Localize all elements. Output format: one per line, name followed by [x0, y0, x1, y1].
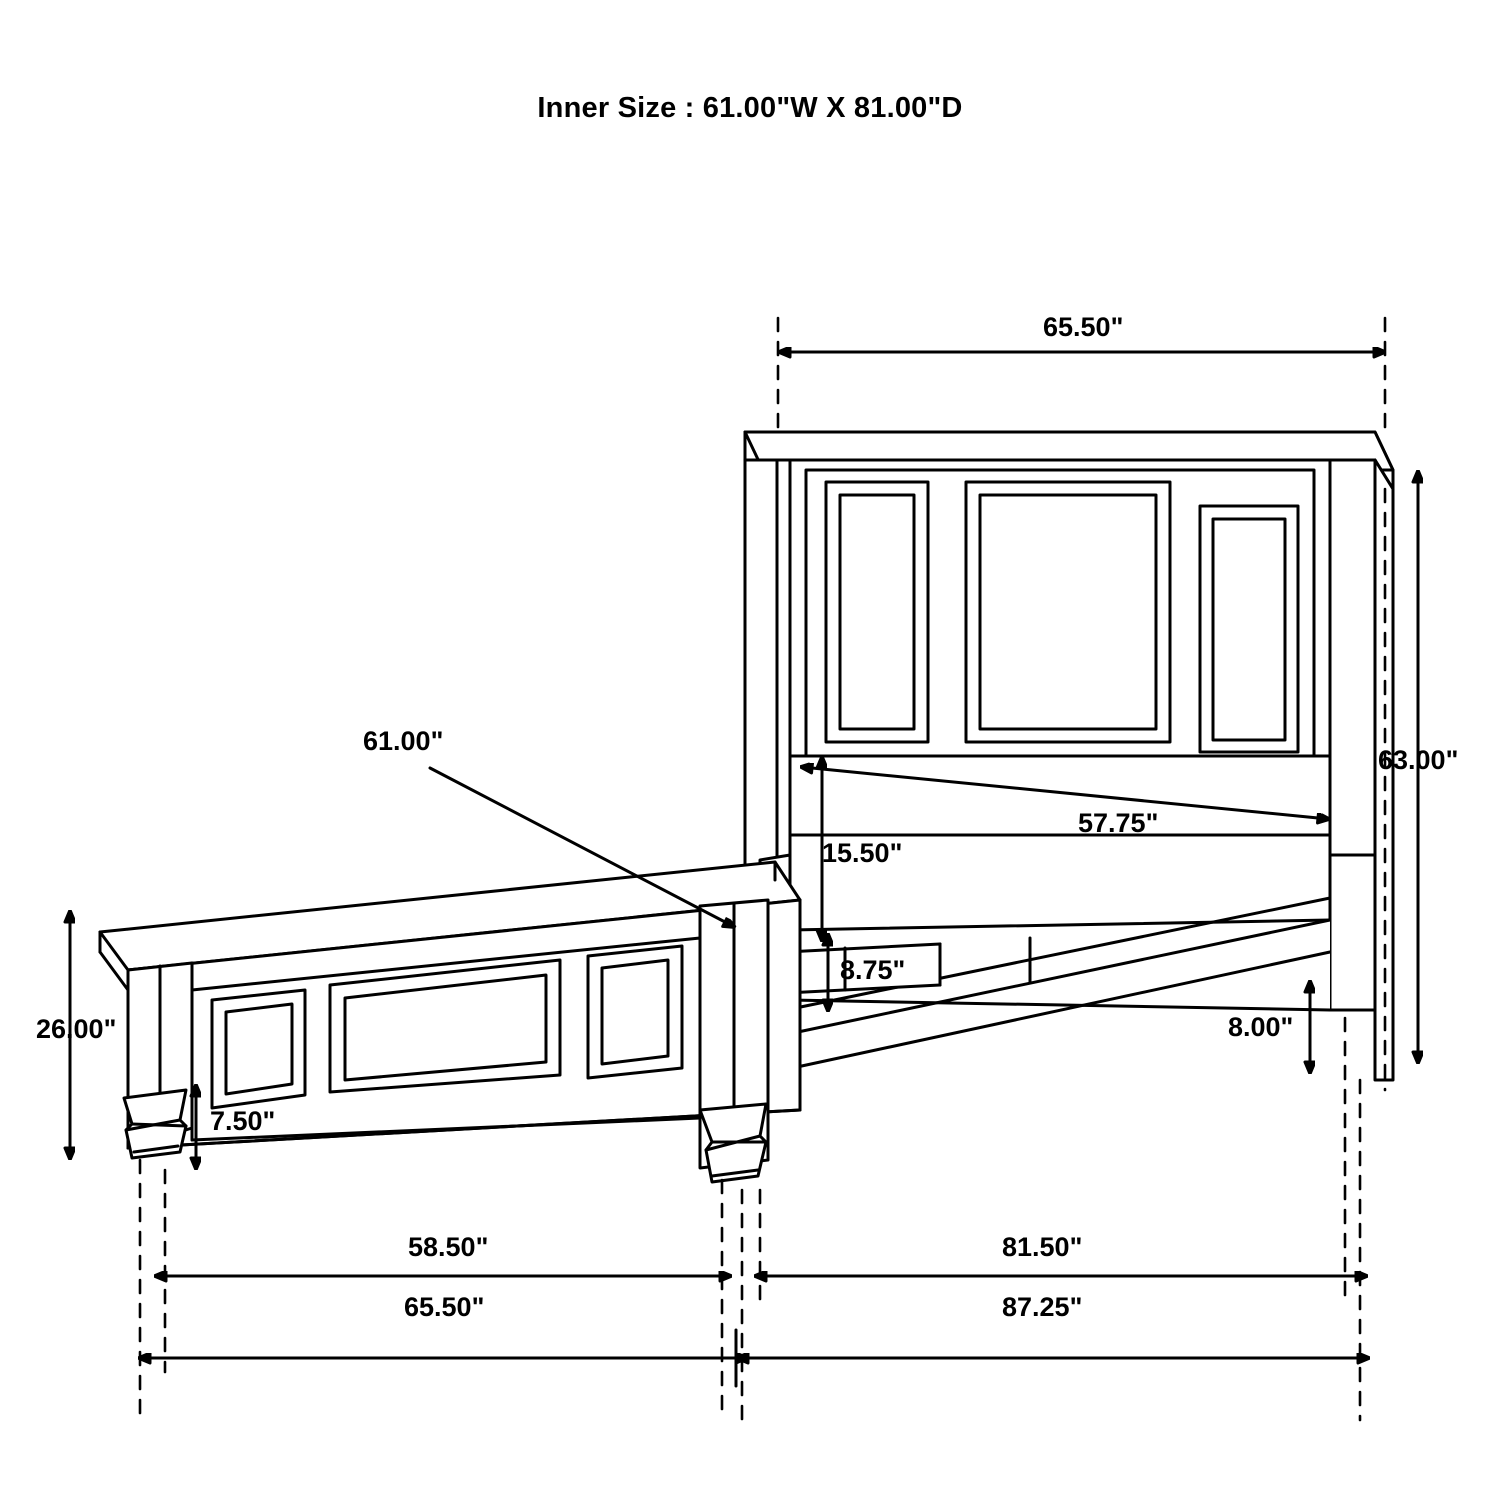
dim-label-inner-61: 61.00" — [363, 726, 444, 756]
dim-label-total-length: 87.25" — [1002, 1292, 1083, 1322]
dim-label-rail-875: 8.75" — [840, 955, 906, 985]
dim-label-headboard-width: 65.50" — [1043, 312, 1124, 342]
dim-label-leg-height: 7.50" — [210, 1106, 276, 1136]
dim-label-footboard-inner: 58.50" — [408, 1232, 489, 1262]
footboard-group — [100, 862, 800, 1182]
dim-label-rail-length: 81.50" — [1002, 1232, 1083, 1262]
dim-label-headboard-height: 63.00" — [1378, 745, 1459, 775]
dim-label-gap-15: 15.50" — [822, 838, 903, 868]
dim-label-panel-width: 57.75" — [1078, 808, 1159, 838]
dim-label-footboard-width: 65.50" — [404, 1292, 485, 1322]
dim-label-footboard-height: 26.00" — [36, 1014, 117, 1044]
dim-label-rail-800: 8.00" — [1228, 1012, 1294, 1042]
page-title: Inner Size : 61.00"W X 81.00"D — [537, 92, 963, 124]
